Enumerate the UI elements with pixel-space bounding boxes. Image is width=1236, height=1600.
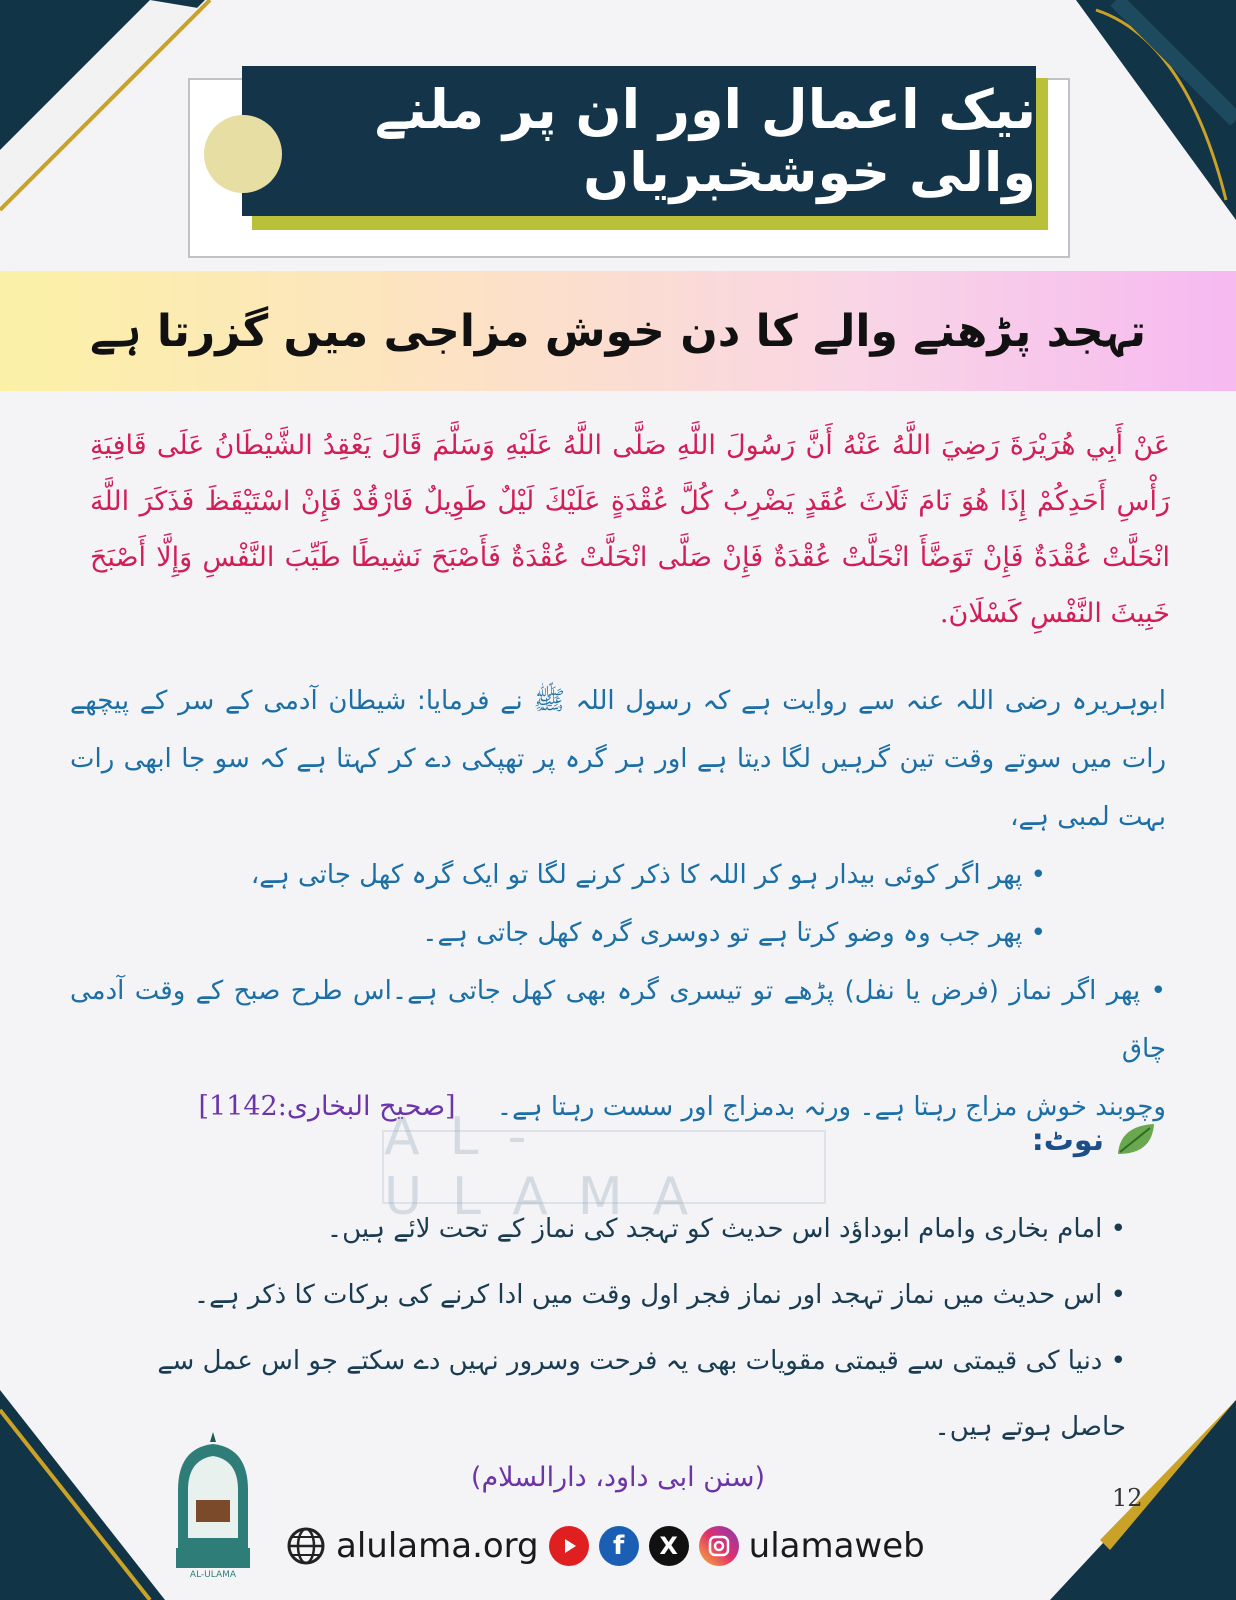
note-item: • دنیا کی قیمتی سے قیمتی مقویات بھی یہ فرحت وسرور نہیں دے سکتے جو اس عمل سے حاصل ہوتے ہیں۔ bbox=[157, 1346, 1126, 1442]
urdu-translation bbox=[70, 672, 1166, 1136]
instagram-icon[interactable] bbox=[699, 1526, 739, 1566]
translation-intro: ابوہریرہ رضی اللہ عنہ سے روایت ہے کہ رسول اللہ ﷺ نے فرمایا: شیطان آدمی کے سر کے پیچھے رات میں سوتے وقت تین گرہیں لگا دیتا ہے اور ہر گرہ پر تھپکی دے کر کہتا ہے کہ سو جا ابھی رات بہت لمبی ہے، bbox=[70, 686, 1166, 832]
title-dot bbox=[204, 115, 282, 193]
facebook-icon[interactable]: f bbox=[599, 1526, 639, 1566]
globe-icon bbox=[286, 1526, 326, 1566]
note-item: • امام بخاری وامام ابوداؤد اس حدیث کو تہجد کی نماز کے تحت لائے ہیں۔ bbox=[326, 1214, 1126, 1244]
arabic-hadith-text: عَنْ أَبِي هُرَيْرَةَ رَضِيَ اللَّهُ عَنْهُ أَنَّ رَسُولَ اللَّهِ صَلَّى اللَّهُ عَلَيْهِ وَسَلَّمَ قَالَ يَعْقِدُ الشَّيْطَانُ عَلَى قَافِيَةِ رَأْسِ أَحَدِكُمْ إِذَا هُوَ نَامَ ثَلَاثَ عُقَدٍ يَضْرِبُ كُلَّ عُقْدَةٍ عَلَيْكَ لَيْلٌ طَوِيلٌ فَارْقُدْ فَإِنْ اسْتَيْقَظَ فَذَكَرَ اللَّهَ انْحَلَّتْ عُقْدَةٌ فَإِنْ تَوَضَّأَ انْحَلَّتْ عُقْدَةٌ فَإِنْ صَلَّى انْحَلَّتْ عُقْدَةٌ فَأَصْبَحَ نَشِيطًا طَيِّبَ النَّفْسِ وَإِلَّا أَصْبَحَ خَبِيثَ النَّفْسِ كَسْلَانَ. bbox=[90, 430, 1170, 629]
note-label: نوٹ: bbox=[1031, 1122, 1104, 1158]
page-title: نیک اعمال اور ان پر ملنے والی خوشخبریاں bbox=[374, 78, 1036, 204]
youtube-icon[interactable] bbox=[549, 1526, 589, 1566]
logo-caption: AL-ULAMA bbox=[189, 1570, 237, 1580]
note-heading bbox=[1032, 1120, 1158, 1160]
bullet-item: • پھر جب وہ وضو کرتا ہے تو دوسری گرہ کھل جاتی ہے۔ bbox=[422, 918, 1046, 948]
source-citation: (سنن ابی داود، دارالسلام) bbox=[470, 1462, 766, 1493]
bullet-item: • پھر اگر نماز (فرض یا نفل) پڑھے تو تیسری گرہ بھی کھل جاتی ہے۔اس طرح صبح کے وقت آدمی چاق bbox=[70, 976, 1166, 1064]
al-ulama-logo bbox=[168, 1430, 258, 1580]
hadith-reference: [صحیح البخاری:1142] bbox=[198, 1091, 456, 1122]
subtitle-band bbox=[0, 271, 1236, 391]
leaf-icon bbox=[1114, 1120, 1158, 1160]
social-handle[interactable]: ulamaweb bbox=[748, 1526, 925, 1566]
subtitle: تہجد پڑھنے والے کا دن خوش مزاجی میں گزرتا ہے bbox=[89, 305, 1147, 357]
note-list bbox=[86, 1196, 1126, 1460]
bullet-item: • پھر اگر کوئی بیدار ہو کر اللہ کا ذکر کرنے لگا تو ایک گرہ کھل جاتی ہے، bbox=[250, 860, 1046, 890]
note-item: • اس حدیث میں نماز تہجد اور نماز فجر اول وقت میں ادا کرنے کی برکات کا ذکر ہے۔ bbox=[193, 1280, 1126, 1310]
top-left-corner-ornament bbox=[0, 0, 220, 220]
title-box bbox=[242, 66, 1036, 216]
website-link[interactable]: alulama.org bbox=[336, 1526, 539, 1566]
footer-social-bar bbox=[286, 1518, 925, 1574]
watermark: AL-ULAMA bbox=[382, 1130, 826, 1204]
bullet-item-continued: وچوبند خوش مزاج رہتا ہے۔ ورنہ بدمزاج اور سست رہتا ہے۔ [صحیح البخاری:1142] bbox=[198, 1091, 1166, 1122]
x-icon[interactable]: X bbox=[649, 1526, 689, 1566]
page-number: 12 bbox=[1112, 1484, 1143, 1512]
